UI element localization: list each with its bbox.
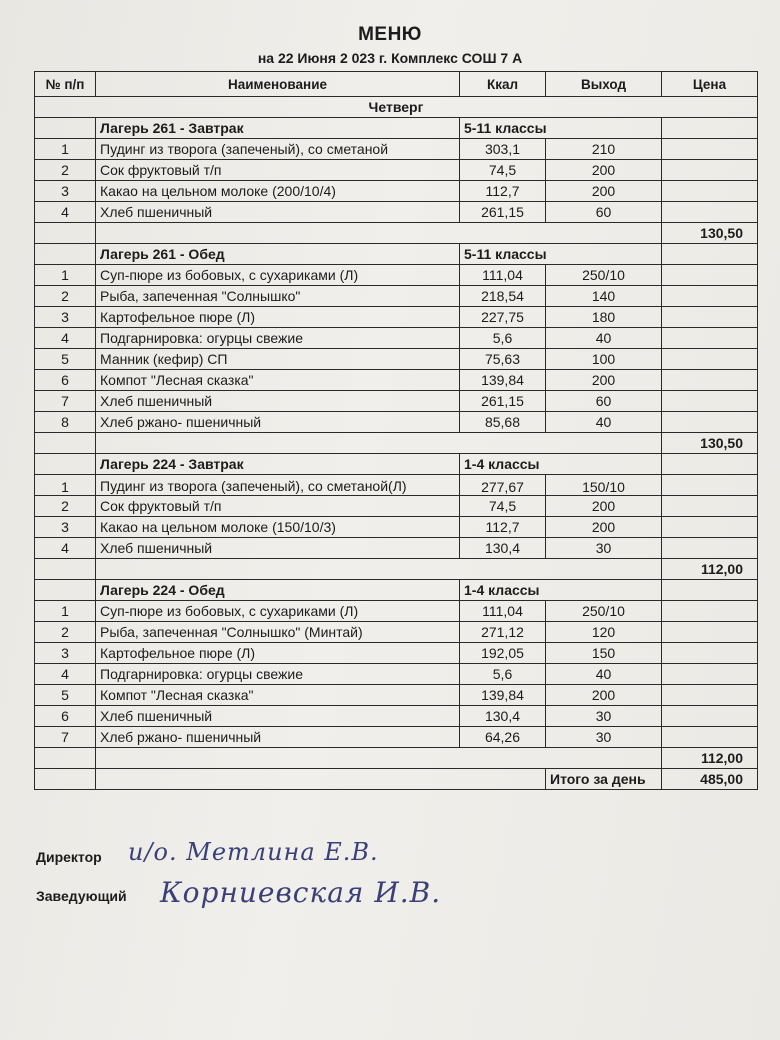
section-total-row xyxy=(35,559,758,580)
dish-kcal: 261,15 xyxy=(460,391,546,412)
dish-output: 100 xyxy=(546,349,662,370)
dish-output: 140 xyxy=(546,286,662,307)
table-row xyxy=(35,622,758,643)
table-row xyxy=(35,496,758,517)
dish-name: Рыба, запеченная "Солнышко" xyxy=(96,286,460,307)
dish-price xyxy=(662,496,758,517)
day-total-value: 485,00 xyxy=(662,769,758,790)
table-row xyxy=(35,601,758,622)
row-number: 1 xyxy=(35,475,96,496)
table-row xyxy=(35,370,758,391)
dish-kcal: 5,6 xyxy=(460,664,546,685)
section-header-row xyxy=(35,244,758,265)
dish-name: Пудинг из творога (запеченый), со сметаной xyxy=(96,139,460,160)
dish-name: Хлеб пшеничный xyxy=(96,706,460,727)
section-no-cell xyxy=(35,580,96,601)
menu-table xyxy=(34,71,758,790)
dish-kcal: 64,26 xyxy=(460,727,546,748)
total-blank-cell xyxy=(35,223,96,244)
dish-kcal: 75,63 xyxy=(460,349,546,370)
page-subtitle: на 22 Июня 2 023 г. Комплекс СОШ 7 А xyxy=(257,50,523,66)
row-number: 2 xyxy=(35,286,96,307)
day-row xyxy=(35,97,758,118)
row-number: 6 xyxy=(35,706,96,727)
dish-output: 60 xyxy=(546,391,662,412)
section-total: 112,00 xyxy=(662,748,758,769)
section-no-cell xyxy=(35,244,96,265)
dish-output: 200 xyxy=(546,160,662,181)
dish-name: Сок фруктовый т/п xyxy=(96,496,460,517)
dish-output: 150 xyxy=(546,643,662,664)
dish-name: Какао на цельном молоке (200/10/4) xyxy=(96,181,460,202)
row-number: 5 xyxy=(35,685,96,706)
day-total-blank-wide xyxy=(96,769,546,790)
dish-kcal: 139,84 xyxy=(460,685,546,706)
section-total: 112,00 xyxy=(662,559,758,580)
section-total-row xyxy=(35,433,758,454)
section-total: 130,50 xyxy=(662,433,758,454)
director-signature: и/о. Метлина Е.В. xyxy=(128,838,379,866)
row-number: 1 xyxy=(35,265,96,286)
table-row xyxy=(35,475,758,496)
table-row xyxy=(35,307,758,328)
section-name: Лагерь 224 - Завтрак xyxy=(96,454,460,475)
dish-name: Суп-пюре из бобовых, с сухариками (Л) xyxy=(96,601,460,622)
dish-name: Хлеб ржано- пшеничный xyxy=(96,412,460,433)
dish-output: 40 xyxy=(546,328,662,349)
section-price-cell xyxy=(662,244,758,265)
section-name: Лагерь 261 - Завтрак xyxy=(96,118,460,139)
dish-price xyxy=(662,622,758,643)
total-blank-cell xyxy=(35,748,96,769)
row-number: 8 xyxy=(35,412,96,433)
dish-price xyxy=(662,160,758,181)
dish-price xyxy=(662,475,758,496)
dish-output: 210 xyxy=(546,139,662,160)
total-blank-wide xyxy=(96,748,662,769)
dish-price xyxy=(662,643,758,664)
section-grade: 1-4 классы xyxy=(460,580,662,601)
dish-kcal: 277,67 xyxy=(460,475,546,496)
dish-output: 200 xyxy=(546,181,662,202)
dish-kcal: 74,5 xyxy=(460,160,546,181)
table-row xyxy=(35,664,758,685)
section-price-cell xyxy=(662,118,758,139)
dish-name: Хлеб ржано- пшеничный xyxy=(96,727,460,748)
section-name: Лагерь 224 - Обед xyxy=(96,580,460,601)
dish-kcal: 112,7 xyxy=(460,517,546,538)
dish-price xyxy=(662,139,758,160)
dish-output: 30 xyxy=(546,727,662,748)
table-row xyxy=(35,202,758,223)
dish-kcal: 218,54 xyxy=(460,286,546,307)
row-number: 3 xyxy=(35,643,96,664)
table-row xyxy=(35,160,758,181)
table-row xyxy=(35,139,758,160)
section-name: Лагерь 261 - Обед xyxy=(96,244,460,265)
col-header-kcal: Ккал xyxy=(460,72,546,97)
dish-kcal: 227,75 xyxy=(460,307,546,328)
dish-name: Суп-пюре из бобовых, с сухариками (Л) xyxy=(96,265,460,286)
table-row xyxy=(35,391,758,412)
dish-output: 30 xyxy=(546,706,662,727)
dish-output: 200 xyxy=(546,496,662,517)
dish-kcal: 111,04 xyxy=(460,601,546,622)
section-price-cell xyxy=(662,454,758,475)
manager-label: Заведующий xyxy=(36,888,127,904)
section-header-row xyxy=(35,580,758,601)
dish-price xyxy=(662,601,758,622)
table-row xyxy=(35,685,758,706)
total-blank-wide xyxy=(96,559,662,580)
dish-price xyxy=(662,706,758,727)
section-total-row xyxy=(35,223,758,244)
row-number: 3 xyxy=(35,181,96,202)
table-row xyxy=(35,538,758,559)
dish-kcal: 130,4 xyxy=(460,538,546,559)
dish-price xyxy=(662,370,758,391)
dish-kcal: 111,04 xyxy=(460,265,546,286)
dish-kcal: 139,84 xyxy=(460,370,546,391)
dish-name: Пудинг из творога (запеченый), со сметаной(Л) xyxy=(96,475,460,496)
manager-signature: Корниевская И.В. xyxy=(160,876,442,909)
section-no-cell xyxy=(35,118,96,139)
dish-output: 40 xyxy=(546,412,662,433)
menu-body xyxy=(35,97,758,790)
section-no-cell xyxy=(35,454,96,475)
dish-output: 40 xyxy=(546,664,662,685)
dish-output: 30 xyxy=(546,538,662,559)
row-number: 5 xyxy=(35,349,96,370)
dish-kcal: 303,1 xyxy=(460,139,546,160)
dish-output: 180 xyxy=(546,307,662,328)
dish-output: 60 xyxy=(546,202,662,223)
table-row xyxy=(35,517,758,538)
section-grade: 5-11 классы xyxy=(460,244,662,265)
dish-output: 200 xyxy=(546,685,662,706)
dish-output: 250/10 xyxy=(546,265,662,286)
dish-price xyxy=(662,685,758,706)
col-header-name: Наименование xyxy=(96,72,460,97)
dish-name: Какао на цельном молоке (150/10/3) xyxy=(96,517,460,538)
dish-kcal: 130,4 xyxy=(460,706,546,727)
dish-kcal: 74,5 xyxy=(460,496,546,517)
dish-name: Хлеб пшеничный xyxy=(96,391,460,412)
row-number: 7 xyxy=(35,727,96,748)
dish-price xyxy=(662,727,758,748)
dish-price xyxy=(662,307,758,328)
dish-name: Подгарнировка: огурцы свежие xyxy=(96,328,460,349)
section-grade: 5-11 классы xyxy=(460,118,662,139)
dish-name: Сок фруктовый т/п xyxy=(96,160,460,181)
dish-kcal: 112,7 xyxy=(460,181,546,202)
dish-price xyxy=(662,181,758,202)
col-header-price: Цена xyxy=(662,72,758,97)
col-header-no: № п/п xyxy=(35,72,96,97)
dish-name: Компот "Лесная сказка" xyxy=(96,370,460,391)
row-number: 4 xyxy=(35,202,96,223)
dish-price xyxy=(662,328,758,349)
dish-price xyxy=(662,391,758,412)
section-header-row xyxy=(35,118,758,139)
dish-output: 250/10 xyxy=(546,601,662,622)
row-number: 1 xyxy=(35,139,96,160)
dish-output: 200 xyxy=(546,370,662,391)
dish-name: Хлеб пшеничный xyxy=(96,202,460,223)
table-row xyxy=(35,412,758,433)
col-header-output: Выход xyxy=(546,72,662,97)
row-number: 2 xyxy=(35,496,96,517)
dish-name: Картофельное пюре (Л) xyxy=(96,643,460,664)
table-row xyxy=(35,328,758,349)
dish-name: Картофельное пюре (Л) xyxy=(96,307,460,328)
day-total-blank xyxy=(35,769,96,790)
row-number: 7 xyxy=(35,391,96,412)
dish-output: 150/10 xyxy=(546,475,662,496)
row-number: 2 xyxy=(35,160,96,181)
day-total-label: Итого за день xyxy=(546,769,662,790)
director-label: Директор xyxy=(36,849,102,865)
dish-kcal: 271,12 xyxy=(460,622,546,643)
table-row xyxy=(35,643,758,664)
table-row xyxy=(35,286,758,307)
table-row xyxy=(35,265,758,286)
section-grade: 1-4 классы xyxy=(460,454,662,475)
section-price-cell xyxy=(662,580,758,601)
dish-output: 200 xyxy=(546,517,662,538)
section-total: 130,50 xyxy=(662,223,758,244)
row-number: 1 xyxy=(35,601,96,622)
dish-kcal: 5,6 xyxy=(460,328,546,349)
dish-output: 120 xyxy=(546,622,662,643)
row-number: 6 xyxy=(35,370,96,391)
dish-price xyxy=(662,412,758,433)
row-number: 4 xyxy=(35,328,96,349)
dish-name: Манник (кефир) СП xyxy=(96,349,460,370)
section-header-row xyxy=(35,454,758,475)
row-number: 3 xyxy=(35,517,96,538)
row-number: 4 xyxy=(35,538,96,559)
day-label: Четверг xyxy=(35,97,758,118)
dish-price xyxy=(662,664,758,685)
dish-name: Подгарнировка: огурцы свежие xyxy=(96,664,460,685)
table-row xyxy=(35,727,758,748)
dish-price xyxy=(662,265,758,286)
dish-kcal: 192,05 xyxy=(460,643,546,664)
total-blank-cell xyxy=(35,559,96,580)
total-blank-cell xyxy=(35,433,96,454)
dish-kcal: 85,68 xyxy=(460,412,546,433)
dish-price xyxy=(662,538,758,559)
page-title: МЕНЮ xyxy=(358,24,422,45)
dish-kcal: 261,15 xyxy=(460,202,546,223)
total-blank-wide xyxy=(96,433,662,454)
row-number: 3 xyxy=(35,307,96,328)
row-number: 2 xyxy=(35,622,96,643)
dish-price xyxy=(662,349,758,370)
dish-price xyxy=(662,517,758,538)
row-number: 4 xyxy=(35,664,96,685)
dish-name: Рыба, запеченная "Солнышко" (Минтай) xyxy=(96,622,460,643)
dish-name: Компот "Лесная сказка" xyxy=(96,685,460,706)
header-row xyxy=(35,72,758,97)
day-total-row xyxy=(35,769,758,790)
section-total-row xyxy=(35,748,758,769)
table-row xyxy=(35,181,758,202)
total-blank-wide xyxy=(96,223,662,244)
dish-price xyxy=(662,202,758,223)
dish-name: Хлеб пшеничный xyxy=(96,538,460,559)
table-row xyxy=(35,706,758,727)
table-row xyxy=(35,349,758,370)
dish-price xyxy=(662,286,758,307)
